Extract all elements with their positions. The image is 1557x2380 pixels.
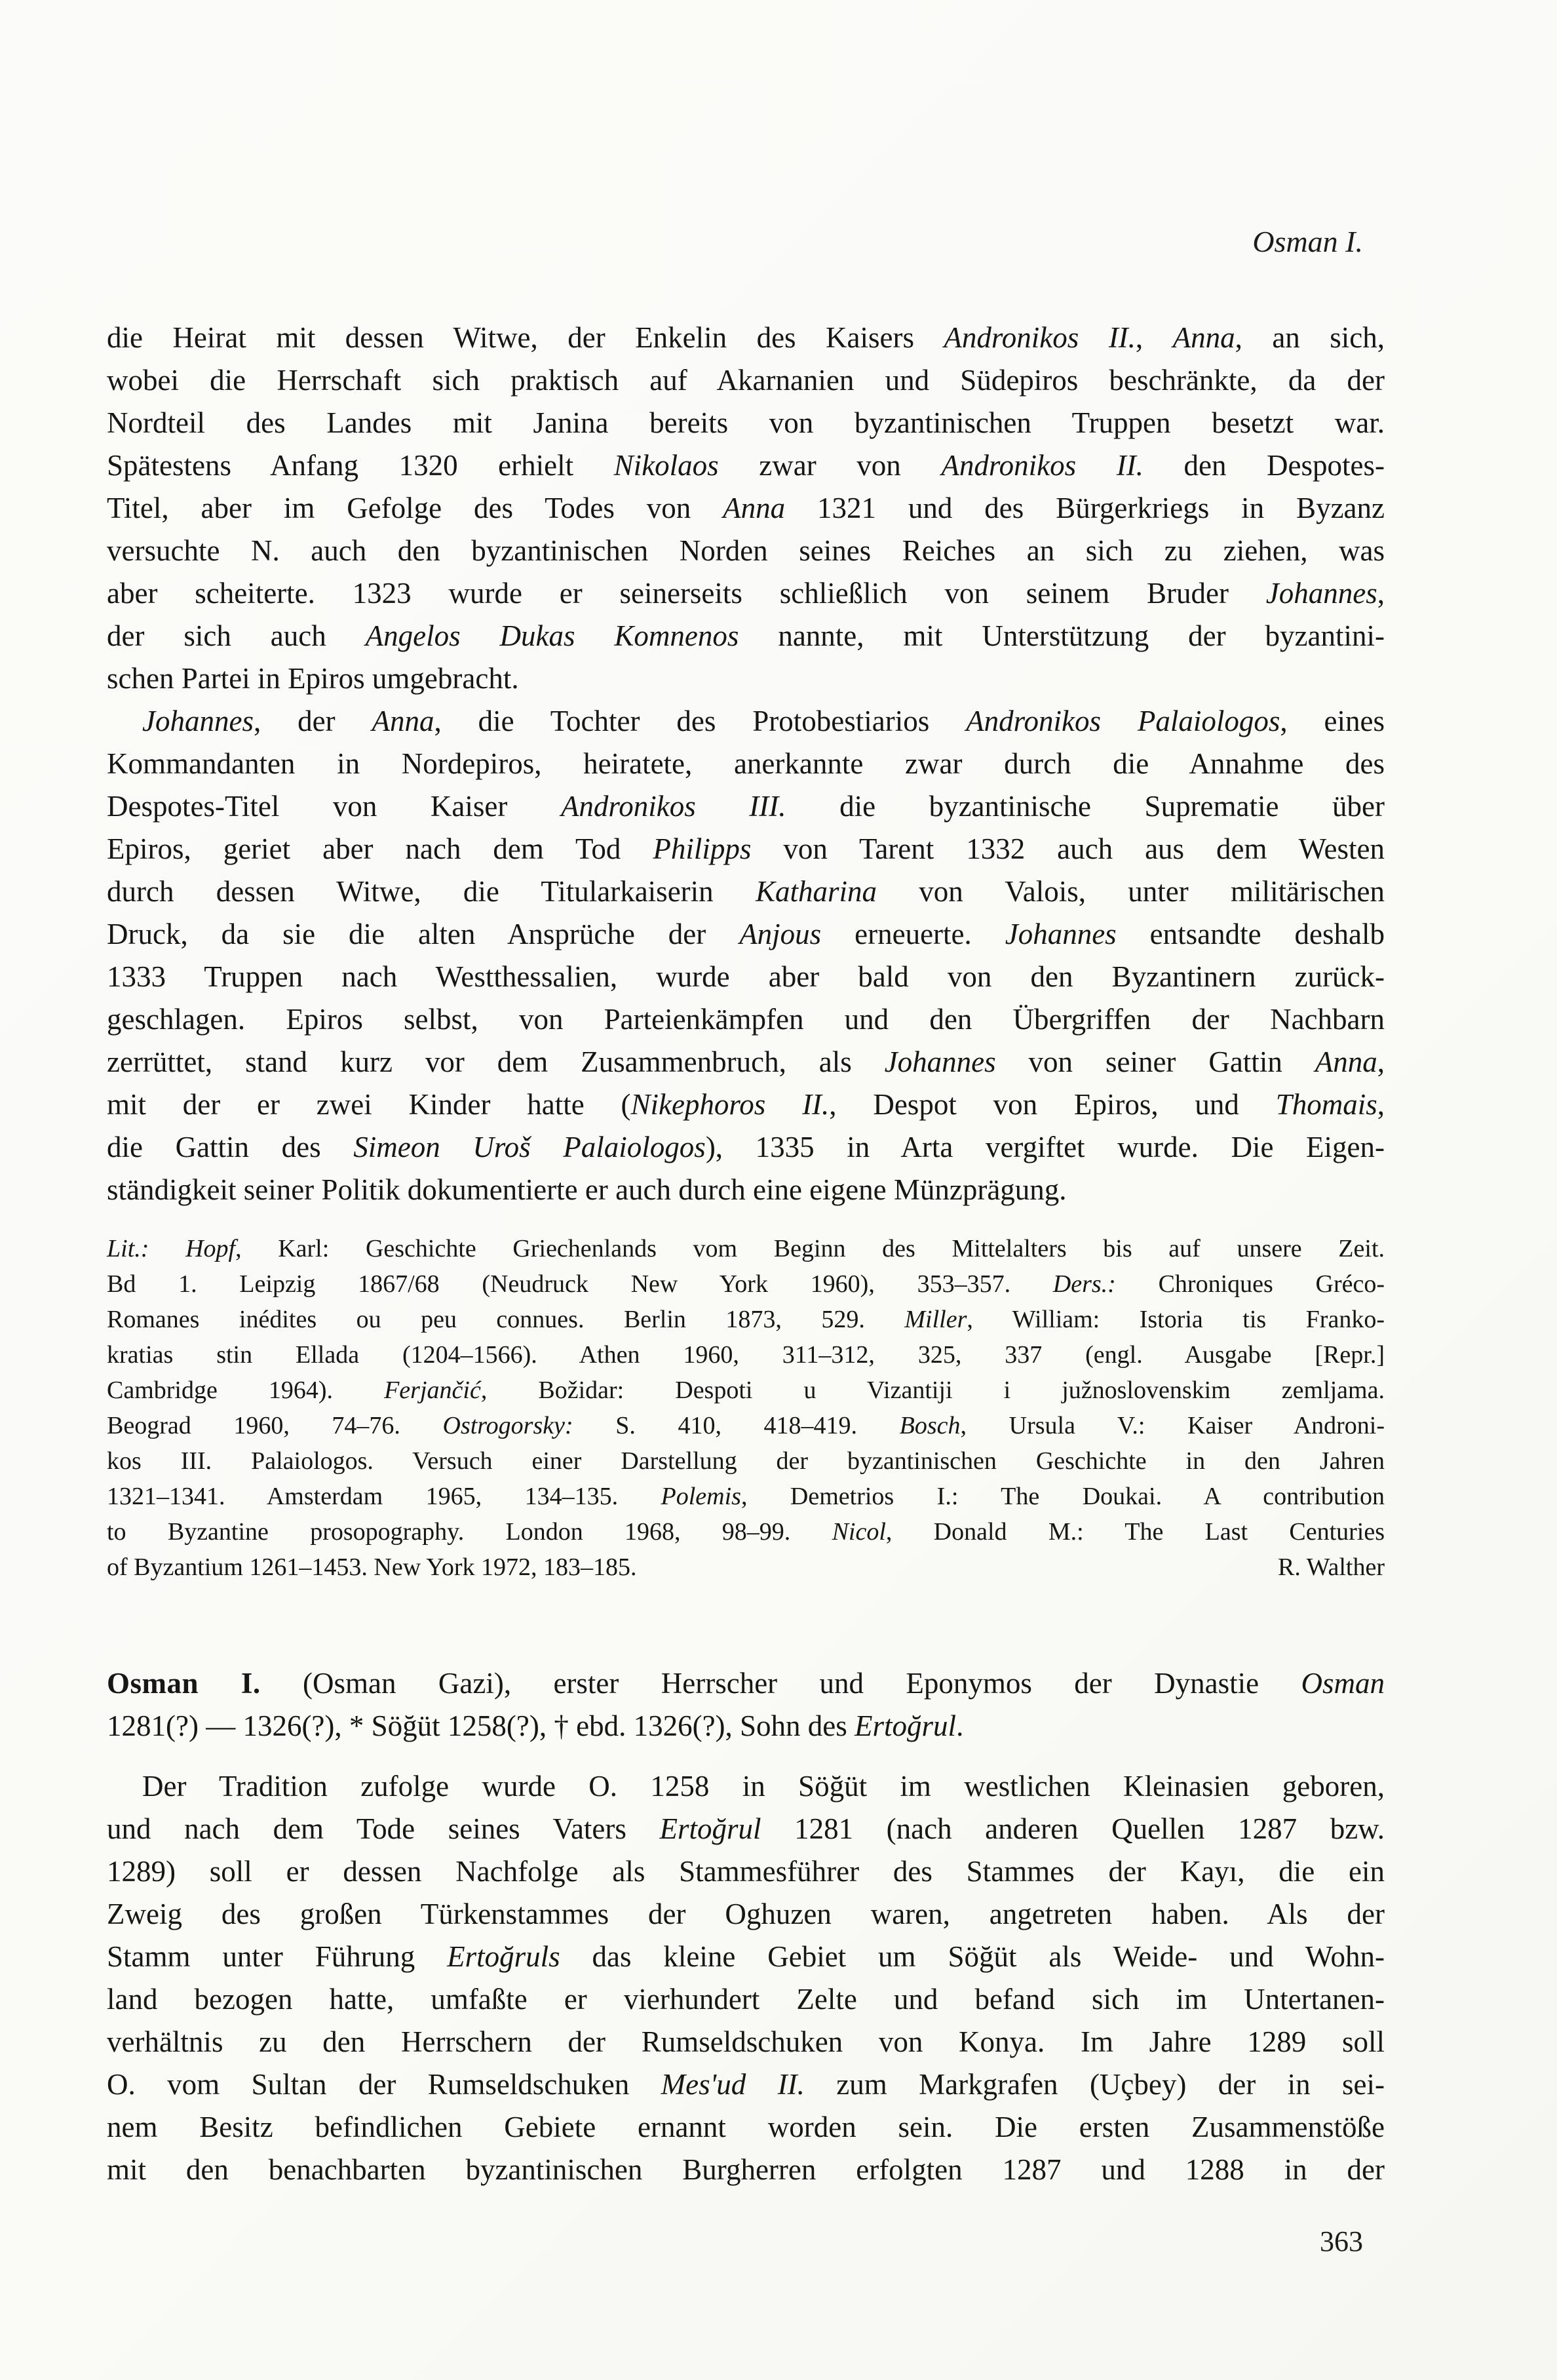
text-line: Druck, da sie die alten Ansprüche der Anjous erneuerte. Johannes entsandte deshalb	[107, 918, 1385, 950]
text-line: die Gattin des Simeon Uroš Palaiologos), 1335 in Arta vergiftet wurde. Die Eigen-	[107, 1131, 1385, 1163]
text-line: Zweig des großen Türkenstammes der Oghuzen waren, angetreten haben. Als der	[107, 1898, 1385, 1930]
text-line: verhältnis zu den Herrschern der Rumseldschuken von Konya. Im Jahre 1289 soll	[107, 2025, 1385, 2058]
text-line: nem Besitz befindlichen Gebiete ernannt worden sein. Die ersten Zusammenstöße	[107, 2111, 1385, 2143]
text-line: Lit.: Hopf, Karl: Geschichte Griechenlands vom Beginn des Mittelalters bis auf unsere Zeit.	[107, 1235, 1385, 1262]
text-line: Titel, aber im Gefolge des Todes von Anna 1321 und des Bürgerkriegs in Byzanz	[107, 492, 1385, 524]
literature-references	[107, 1231, 1385, 1585]
text-line: Der Tradition zufolge wurde O. 1258 in Söğüt im westlichen Kleinasien geboren,	[142, 1770, 1385, 1803]
running-header: Osman I.	[1252, 225, 1363, 258]
text-line: land bezogen hatte, umfaßte er vierhundert Zelte und befand sich im Untertanen-	[107, 1983, 1385, 2016]
text-line: mit den benachbarten byzantinischen Burgherren erfolgten 1287 und 1288 in der	[107, 2153, 1385, 2186]
text-line: Bd 1. Leipzig 1867/68 (Neudruck New York 1960), 353–357. Ders.: Chroniques Gréco-	[107, 1270, 1385, 1298]
text-line: wobei die Herrschaft sich praktisch auf Akarnanien und Südepiros beschränkte, da der	[107, 364, 1385, 397]
text-line: aber scheiterte. 1323 wurde er seinerseits schließlich von seinem Bruder Johannes,	[107, 577, 1385, 610]
reference-text: of Byzantium 1261–1453. New York 1972, 183–185.	[107, 1553, 637, 1581]
page-number: 363	[1320, 2225, 1363, 2257]
text-line: geschlagen. Epiros selbst, von Parteienkämpfen und den Übergriffen der Nachbarn	[107, 1003, 1385, 1036]
author-signature: R. Walther	[1278, 1553, 1385, 1581]
entry-heading-osman-i	[107, 1662, 1385, 1747]
paragraph-osman-biography	[107, 1765, 1385, 2191]
paragraph-johannes	[107, 700, 1385, 1211]
text-line: durch dessen Witwe, die Titularkaiserin Katharina von Valois, unter militärischen	[107, 875, 1385, 908]
text-line: Cambridge 1964). Ferjančić, Božidar: Despoti u Vizantiji i južnoslovenskim zemljama.	[107, 1376, 1385, 1404]
text-line: 1333 Truppen nach Westthessalien, wurde aber bald von den Byzantinern zurück-	[107, 960, 1385, 993]
text-line: 1281(?) — 1326(?), * Söğüt 1258(?), † ebd. 1326(?), Sohn des Ertoğrul.	[107, 1709, 964, 1742]
text-block	[107, 317, 1385, 2191]
text-line: Romanes inédites ou peu connues. Berlin 1873, 529. Miller, William: Istoria tis Franko-	[107, 1306, 1385, 1333]
text-line: 1321–1341. Amsterdam 1965, 134–135. Polemis, Demetrios I.: The Doukai. A contribution	[107, 1483, 1385, 1510]
text-line: Epiros, geriet aber nach dem Tod Philipps von Tarent 1332 auch aus dem Westen	[107, 832, 1385, 865]
text-line: Osman I. (Osman Gazi), erster Herrscher und Eponymos der Dynastie Osman	[107, 1667, 1385, 1700]
text-line: und nach dem Tode seines Vaters Ertoğrul 1281 (nach anderen Quellen 1287 bzw.	[107, 1812, 1385, 1845]
text-line: Despotes-Titel von Kaiser Andronikos III. die byzantinische Suprematie über	[107, 790, 1385, 823]
text-line: die Heirat mit dessen Witwe, der Enkelin des Kaisers Andronikos II., Anna, an sich,	[107, 321, 1385, 354]
text-line: kos III. Palaiologos. Versuch einer Darstellung der byzantinischen Geschichte in den Jahren	[107, 1447, 1385, 1475]
text-line: ständigkeit seiner Politik dokumentierte er auch durch eine eigene Münzprägung.	[107, 1173, 1067, 1206]
text-line: versuchte N. auch den byzantinischen Norden seines Reiches an sich zu ziehen, was	[107, 534, 1385, 567]
text-line: to Byzantine prosopography. London 1968, 98–99. Nicol, Donald M.: The Last Centuries	[107, 1518, 1385, 1546]
text-line: Johannes, der Anna, die Tochter des Protobestiarios Andronikos Palaiologos, eines	[142, 705, 1385, 737]
text-line: Beograd 1960, 74–76. Ostrogorsky: S. 410, 418–419. Bosch, Ursula V.: Kaiser Androni-	[107, 1412, 1385, 1439]
text-line: schen Partei in Epiros umgebracht.	[107, 662, 519, 695]
text-line: mit der er zwei Kinder hatte (Nikephoros II., Despot von Epiros, und Thomais,	[107, 1088, 1385, 1121]
text-line: 1289) soll er dessen Nachfolge als Stammesführer des Stammes der Kayı, die ein	[107, 1855, 1385, 1888]
text-line: Stamm unter Führung Ertoğruls das kleine Gebiet um Söğüt als Weide- und Wohn-	[107, 1940, 1385, 1973]
text-line: Kommandanten in Nordepiros, heiratete, anerkannte zwar durch die Annahme des	[107, 747, 1385, 780]
text-line: der sich auch Angelos Dukas Komnenos nannte, mit Unterstützung der byzantini-	[107, 619, 1385, 652]
text-line: O. vom Sultan der Rumseldschuken Mes'ud II. zum Markgrafen (Uçbey) der in sei-	[107, 2068, 1385, 2101]
text-line: Nordteil des Landes mit Janina bereits von byzantinischen Truppen besetzt war.	[107, 406, 1385, 439]
text-line	[107, 1550, 1385, 1585]
paragraph-nikolaos-continuation	[107, 317, 1385, 700]
text-line: kratias stin Ellada (1204–1566). Athen 1960, 311–312, 325, 337 (engl. Ausgabe [Repr.]	[107, 1341, 1385, 1369]
text-line: zerrüttet, stand kurz vor dem Zusammenbruch, als Johannes von seiner Gattin Anna,	[107, 1045, 1385, 1078]
text-line: Spätestens Anfang 1320 erhielt Nikolaos zwar von Andronikos II. den Despotes-	[107, 449, 1385, 482]
